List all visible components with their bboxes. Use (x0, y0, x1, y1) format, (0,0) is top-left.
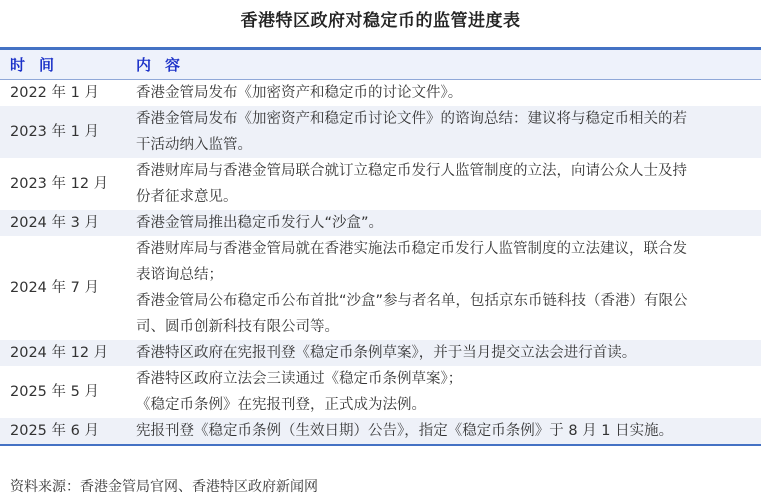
row-content (136, 106, 761, 158)
content-line: 《稳定币条例》在宪报刊登，正式成为法例。 (136, 397, 426, 413)
row-date: 2025 年 6 月 (10, 423, 99, 439)
table-row (0, 418, 761, 444)
source-note: 资料来源：香港金管局官网、香港特区政府新闻网 (10, 479, 318, 495)
content-line: 宪报刊登《稳定币条例（生效日期）公告》，指定《稳定币条例》于 8 月 1 日实施。 (136, 423, 674, 439)
regulation-timeline-table (0, 47, 761, 446)
content-line: 香港金管局推出稳定币发行人“沙盒”。 (136, 215, 384, 231)
table-row (0, 210, 761, 236)
row-content (136, 80, 761, 106)
row-content (136, 418, 761, 444)
content-line: 香港金管局公布稳定币公布首批“沙盒”参与者名单，包括京东币链科技（香港）有限公 (136, 293, 688, 309)
content-line: 份者征求意见。 (136, 189, 238, 205)
table-row (0, 158, 761, 210)
row-content (136, 158, 761, 210)
content-line: 司、圆币创新科技有限公司等。 (136, 319, 339, 335)
row-content (136, 366, 761, 418)
page-title: 香港特区政府对稳定币的监管进度表 (240, 11, 521, 31)
content-line: 干活动纳入监管。 (136, 137, 252, 153)
content-line: 香港财库局与香港金管局联合就订立稳定币发行人监管制度的立法，向请公众人士及持 (136, 163, 687, 179)
content-line: 香港金管局发布《加密资产和稳定币讨论文件》的谘询总结：建议将与稳定币相关的若 (136, 111, 687, 127)
content-line: 香港财库局与香港金管局就在香港实施法币稳定币发行人监管制度的立法建议，联合发 (136, 241, 687, 257)
table-header (0, 50, 761, 80)
content-line: 香港金管局发布《加密资产和稳定币的讨论文件》。 (136, 85, 463, 101)
row-content (136, 210, 761, 236)
table-row (0, 106, 761, 158)
table-row (0, 236, 761, 340)
row-date: 2022 年 1 月 (10, 85, 99, 101)
table-body (0, 80, 761, 444)
table-row (0, 340, 761, 366)
row-date: 2024 年 3 月 (10, 215, 99, 231)
content-line: 表谘询总结； (136, 267, 223, 283)
row-date: 2025 年 5 月 (10, 384, 99, 400)
row-date: 2024 年 12 月 (10, 345, 109, 361)
table-row (0, 366, 761, 418)
row-date: 2023 年 1 月 (10, 124, 99, 140)
header-time: 时间 (10, 56, 69, 74)
table-row (0, 80, 761, 106)
row-date: 2023 年 12 月 (10, 176, 109, 192)
content-line: 香港特区政府立法会三读通过《稳定币条例草案》； (136, 371, 463, 387)
row-date: 2024 年 7 月 (10, 280, 99, 296)
row-content (136, 236, 761, 340)
row-content (136, 340, 761, 366)
header-content: 内容 (136, 56, 195, 74)
content-line: 香港特区政府在宪报刊登《稳定币条例草案》，并于当月提交立法会进行首读。 (136, 345, 637, 361)
